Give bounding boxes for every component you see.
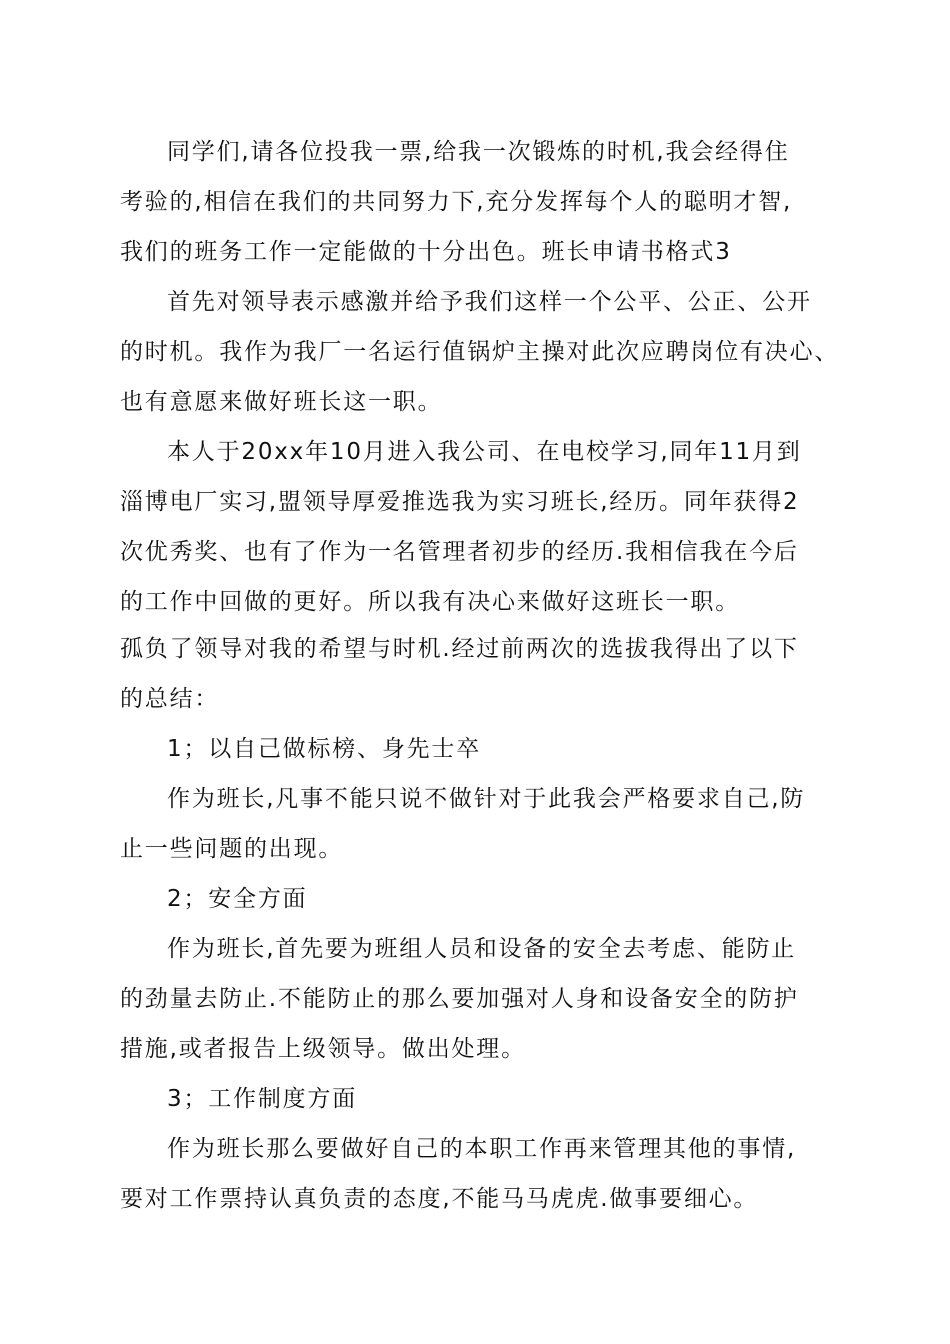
text-line-21: 作为班长那么要做好自己的本职工作再来管理其他的事情, xyxy=(167,1136,797,1162)
text-line-9: 次优秀奖、也有了作为一名管理者初步的经历.我相信我在今后 xyxy=(120,539,799,565)
text-line-5: 的时机。我作为我厂一名运行值锅炉主操对此次应聘岗位有决心、 xyxy=(120,339,840,365)
text-line-12: 的总结： xyxy=(120,686,220,712)
text-line-10: 的工作中回做的更好。所以我有决心来做好这班长一职。 xyxy=(120,589,740,615)
text-line-2: 考验的,相信在我们的共同努力下,充分发挥每个人的聪明才智, xyxy=(120,189,793,215)
text-line-22: 要对工作票持认真负责的态度,不能马马虎虎.做事要细心。 xyxy=(120,1186,759,1212)
text-line-6: 也有意愿来做好班长这一职。 xyxy=(120,389,443,415)
text-line-3: 我们的班务工作一定能做的十分出色。班长申请书格式3 xyxy=(120,239,732,265)
text-line-4: 首先对领导表示感激并给予我们这样一个公平、公正、公开 xyxy=(167,289,812,315)
text-line-19: 措施,或者报告上级领导。做出处理。 xyxy=(120,1036,526,1062)
text-line-18: 的劲量去防止.不能防止的那么要加强对人身和设备安全的防护 xyxy=(120,986,799,1012)
text-line-11: 孤负了领导对我的希望与时机.经过前两次的选拔我得出了以下 xyxy=(120,636,799,662)
text-line-14: 作为班长,凡事不能只说不做针对于此我会严格要求自己,防 xyxy=(167,786,806,812)
text-line-8: 淄博电厂实习,盟领导厚爱推选我为实习班长,经历。同年获得2 xyxy=(120,489,800,515)
text-line-15: 止一些问题的出现。 xyxy=(120,836,344,862)
text-line-20: 3；工作制度方面 xyxy=(167,1086,358,1112)
text-line-17: 作为班长,首先要为班组人员和设备的安全去考虑、能防止 xyxy=(167,936,797,962)
text-line-13: 1；以自己做标榜、身先士卒 xyxy=(167,736,482,762)
text-line-16: 2；安全方面 xyxy=(167,886,308,912)
text-line-1: 同学们,请各位投我一票,给我一次锻炼的时机,我会经得住 xyxy=(167,139,790,165)
text-line-7: 本人于20xx年10月进入我公司、在电校学习,同年11月到 xyxy=(167,439,802,465)
